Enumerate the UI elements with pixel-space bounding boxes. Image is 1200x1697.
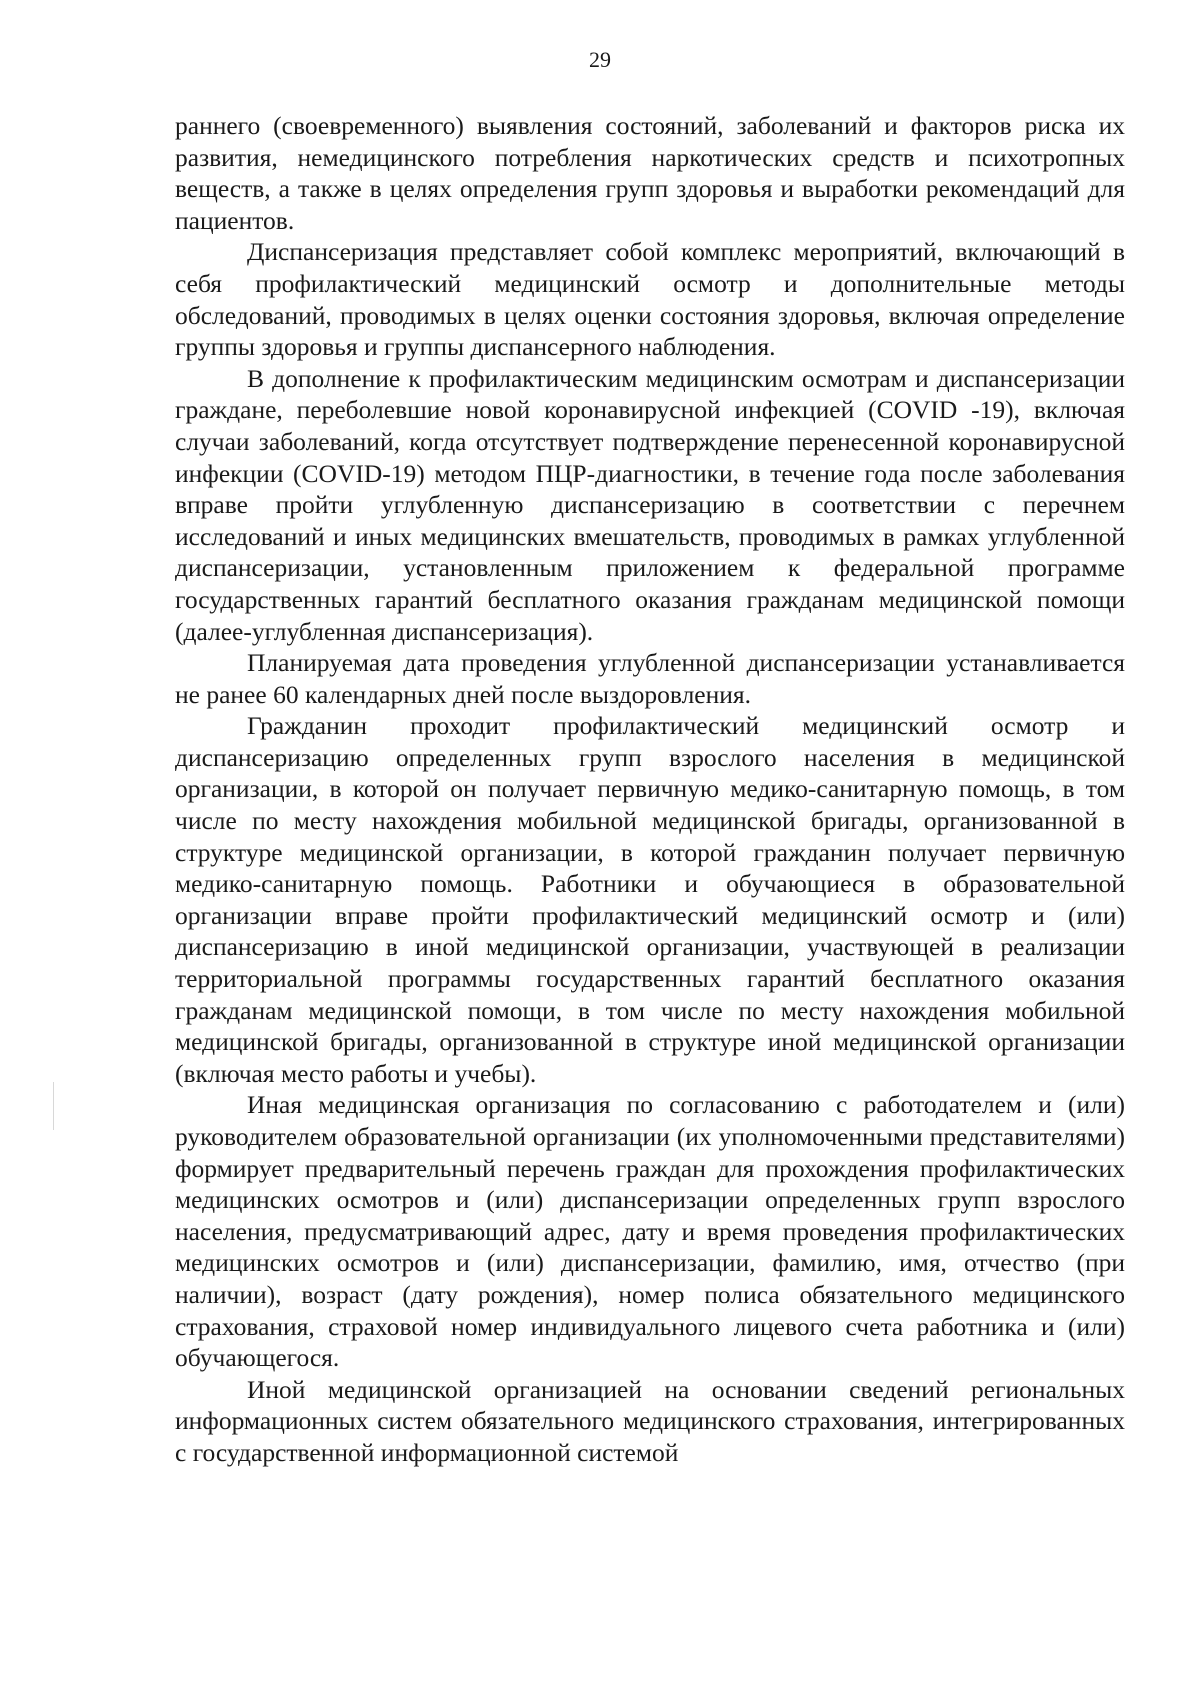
document-body xyxy=(175,110,1125,1469)
paragraph-planned-date: Планируемая дата проведения углубленной диспансеризации устанавливается не ранее 60 календарных дней после выздоровления. xyxy=(175,648,1125,709)
scan-artifact xyxy=(53,1082,54,1130)
paragraph-citizen-passes: Гражданин проходит профилактический медицинский осмотр и диспансеризацию определенных групп взрослого населения в медицинской организации, в которой он получает первичную медико-санитарную помощь, в том числе по месту нахождения мобильной медицинской бригады, организованной в структуре медицинской организации, в которой гражданин получает первичную медико-санитарную помощь. Работники и обучающиеся в образовательной организации вправе пройти профилактический медицинский осмотр и (или) диспансеризацию в иной медицинской организации, участвующей в реализации территориальной программы государственных гарантий бесплатного оказания гражданам медицинской помощи, в том числе по месту нахождения мобильной медицинской бригады, организованной в структуре иной медицинской организации (включая место работы и учебы). xyxy=(175,711,1125,1088)
page-number: 29 xyxy=(589,47,611,72)
paragraph-dispensarization-definition: Диспансеризация представляет собой комплекс мероприятий, включающий в себя профилактический медицинский осмотр и дополнительные методы обследований, проводимых в целях оценки состояния здоровья, включая определение группы здоровья и группы диспансерного наблюдения. xyxy=(175,237,1125,362)
paragraph-other-organization: Иная медицинская организация по согласованию с работодателем и (или) руководителем образовательной организации (их уполномоченными представителями) формирует предварительный перечень граждан для прохождения профилактических медицинских осмотров и (или) диспансеризации определенных групп взрослого населения, предусматривающий адрес, дату и время проведения профилактических медицинских осмотров и (или) диспансеризации, фамилию, имя, отчество (при наличии), возраст (дату рождения), номер полиса обязательного медицинского страхования, страховой номер индивидуального лицевого счета работника и (или) обучающегося. xyxy=(175,1090,1125,1373)
paragraph-continuation: раннего (своевременного) выявления состояний, заболеваний и факторов риска их развития, немедицинского потребления наркотических средств и психотропных веществ, а также в целях определения групп здоровья и выработки рекомендаций для пациентов. xyxy=(175,111,1125,235)
paragraph-regional-systems: Иной медицинской организацией на основании сведений региональных информационных систем обязательного медицинского страхования, интегрированных с государственной информационной системой xyxy=(175,1374,1125,1467)
paragraph-covid-in-depth: В дополнение к профилактическим медицинским осмотрам и диспансеризации граждане, переболевшие новой коронавирусной инфекцией (COVID -19), включая случаи заболеваний, когда отсутствует подтверждение перенесенной коронавирусной инфекции (COVID-19) методом ПЦР-диагностики, в течение года после заболевания вправе пройти углубленную диспансеризацию в соответствии с перечнем исследований и иных медицинских вмешательств, проводимых в рамках углубленной диспансеризации, установленным приложением к федеральной программе государственных гарантий бесплатного оказания гражданам медицинской помощи (далее-углубленная диспансеризация). xyxy=(175,363,1125,646)
